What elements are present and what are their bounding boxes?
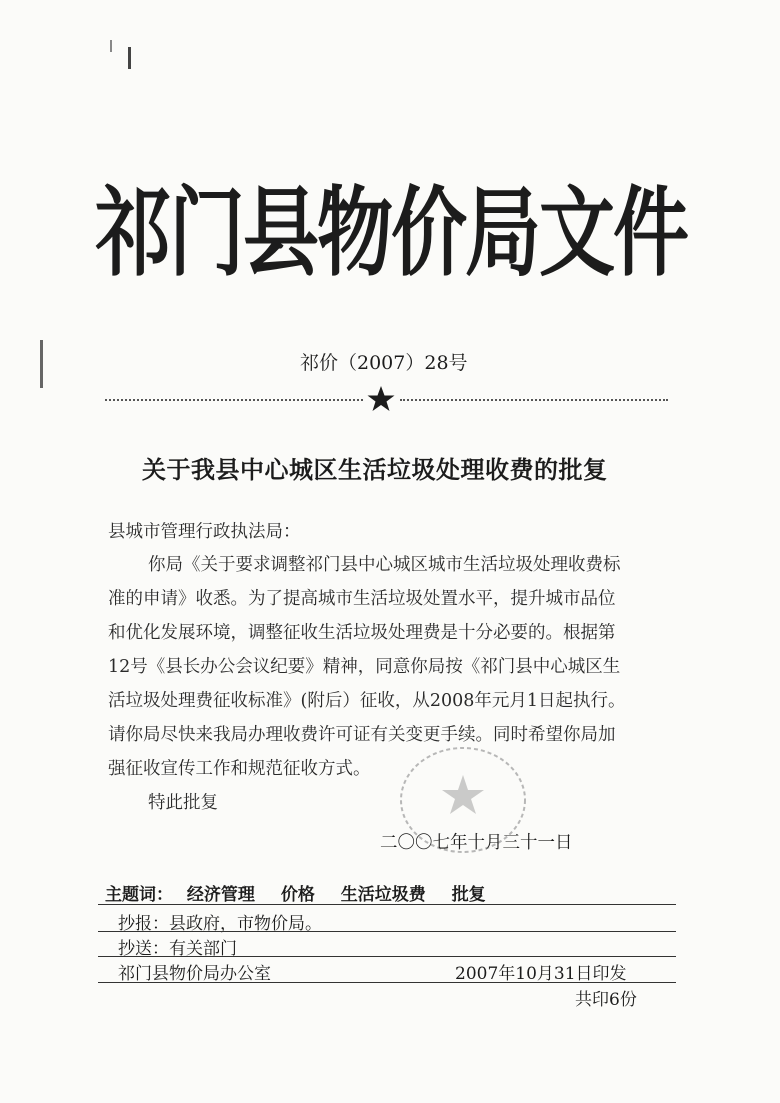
closing-remark: 特此批复: [148, 793, 218, 813]
issuing-office: 祁门县物价局办公室: [118, 964, 271, 984]
body-line: 请你局尽快来我局办理收费许可证有关变更手续。同时希望你局加: [108, 725, 616, 745]
binding-mark: [40, 340, 43, 388]
cc-rule: [98, 931, 676, 932]
copy-count: 共印6份: [575, 990, 637, 1010]
keyword-item: 价格: [280, 885, 315, 905]
body-line: 你局《关于要求调整祁门县中心城区城市生活垃圾处理收费标: [148, 555, 621, 575]
body-line: 12号《县长办公会议纪要》精神，同意你局按《祁门县中心城区生: [108, 657, 621, 677]
footer-rule: [98, 982, 676, 983]
body-line: 准的申请》收悉。为了提高城市生活垃圾处置水平，提升城市品位: [108, 589, 616, 609]
addressee: 县城市管理行政执法局：: [108, 522, 301, 542]
body-line: 强征收宣传工作和规范征收方式。: [108, 759, 371, 779]
cc-send-label: 抄送：: [118, 939, 169, 959]
keyword-item: 生活垃圾费: [340, 885, 426, 905]
document-number: 祁价（2007）28号: [300, 352, 468, 374]
cc-send-rule: [98, 956, 676, 957]
issue-date: 二〇〇七年十月三十一日: [380, 833, 573, 853]
print-date: 2007年10月31日印发: [455, 964, 627, 984]
margin-mark: [128, 47, 131, 69]
header-divider-right: [400, 399, 668, 401]
keywords-rule: [98, 904, 676, 905]
document-header-title: 祁门县物价局文件: [95, 175, 687, 290]
cc-report-value: 县政府，市物价局。: [169, 914, 322, 934]
keywords-row: [105, 880, 506, 905]
scan-speck: [110, 40, 112, 52]
star-icon: [366, 384, 396, 414]
cc-send-value: 有关部门: [169, 939, 237, 959]
cc-report-label: 抄报：: [118, 914, 169, 934]
body-line: 和优化发展环境，调整征收生活垃圾处理费是十分必要的。根据第: [108, 623, 616, 643]
keyword-item: 经济管理: [186, 885, 255, 905]
subject-title: 关于我县中心城区生活垃圾处理收费的批复: [142, 455, 608, 484]
header-divider-left: [105, 399, 363, 401]
keywords-label: 主题词：: [105, 885, 173, 905]
body-line: 活垃圾处理费征收标准》(附后）征收，从2008年元月1日起执行。: [108, 691, 626, 711]
keyword-item: 批复: [451, 885, 486, 905]
